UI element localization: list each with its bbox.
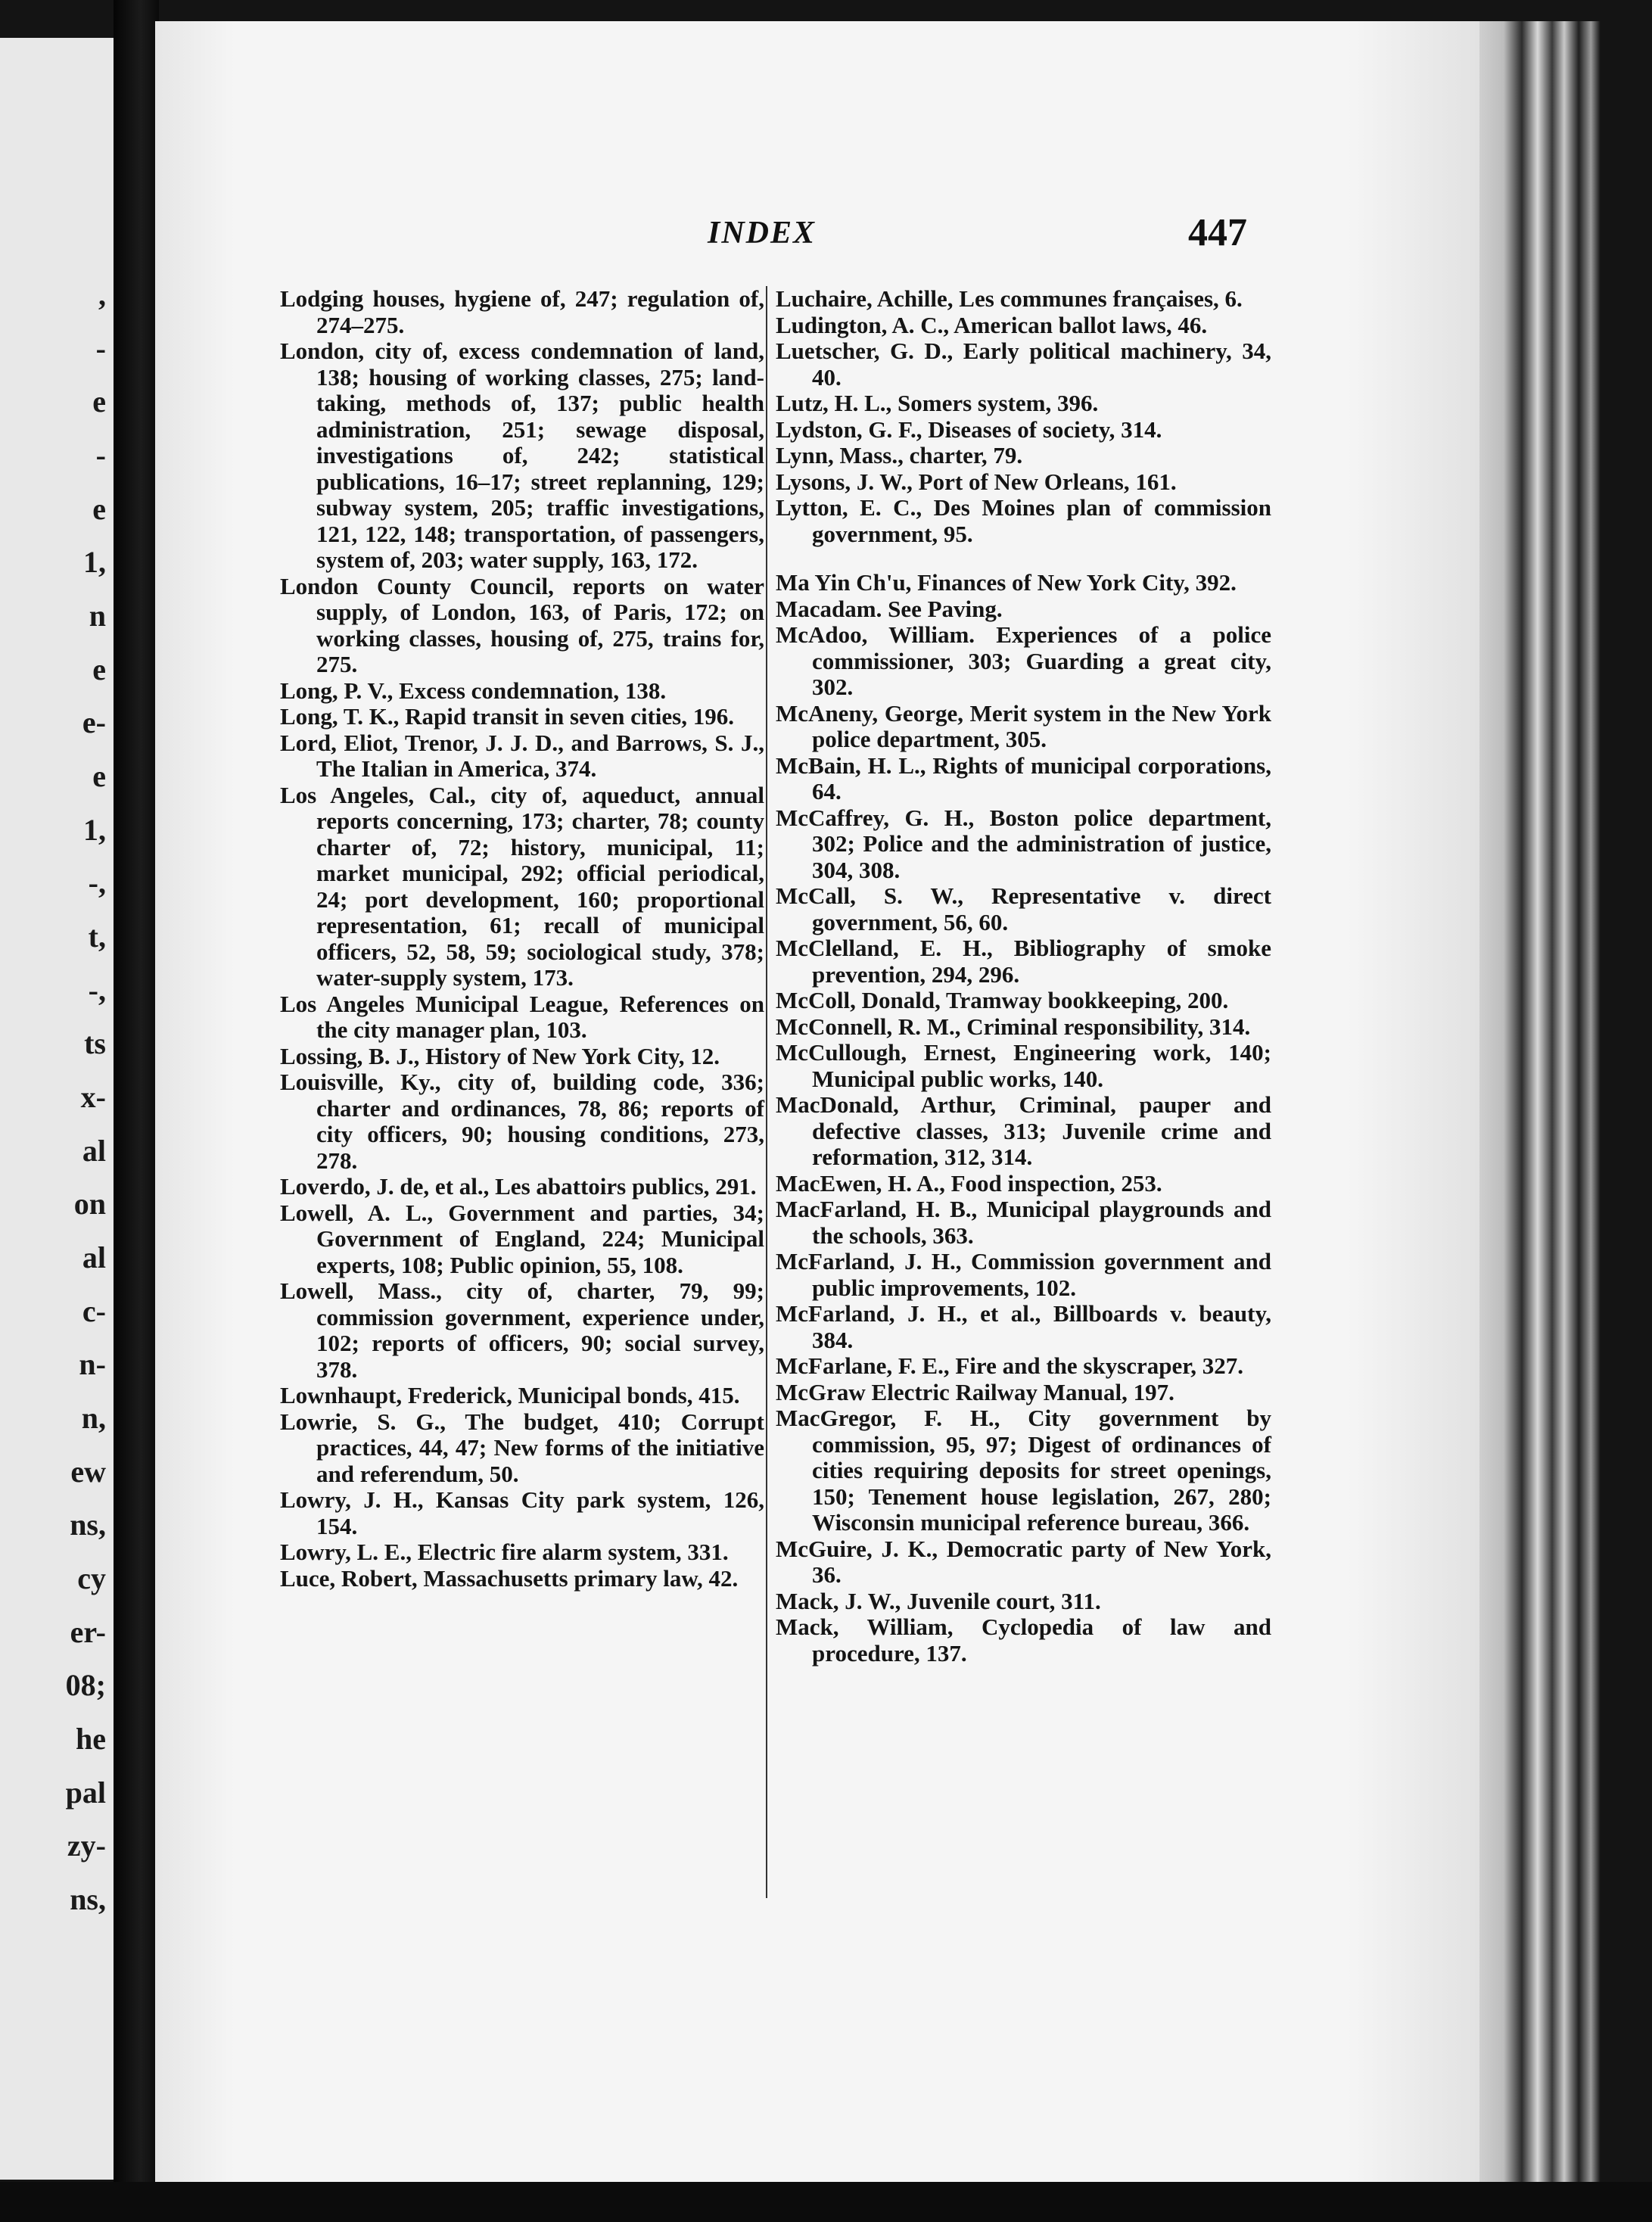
- index-entry: Luce, Robert, Massachusetts primary law, 42.: [280, 1564, 739, 1592]
- index-entry: McGraw Electric Railway Manual, 197.: [776, 1378, 1174, 1405]
- index-entry: MacEwen, H. A., Food inspection, 253.: [776, 1169, 1162, 1197]
- index-entry: Lowry, L. E., Electric fire alarm system, 331.: [280, 1539, 729, 1565]
- index-entry: London County Council, reports on water supply, of London, 163, of Paris, 172; on working classes, housing of, 275, trains for, 275.: [280, 572, 764, 677]
- facing-page-fragment: cy: [77, 1561, 106, 1595]
- index-entry: McColl, Donald, Tramway bookkeeping, 200.: [776, 987, 1229, 1013]
- page-edge-shadow: [1479, 21, 1601, 2182]
- book-gutter: [114, 0, 159, 2222]
- facing-page-fragment: c-: [82, 1293, 106, 1328]
- facing-page-fragment: pal: [65, 1775, 106, 1810]
- page-number: 447: [1188, 211, 1247, 254]
- index-entry: Lowry, J. H., Kansas City park system, 126, 154.: [280, 1486, 764, 1539]
- index-column-left: [280, 286, 764, 1592]
- index-entry: McGuire, J. K., Democratic party of New York, 36.: [776, 1535, 1271, 1588]
- facing-page-fragment: he: [76, 1722, 106, 1756]
- facing-page-fragment: 08;: [65, 1668, 106, 1703]
- facing-page-edge: [0, 38, 118, 2180]
- index-entry: Lydston, G. F., Diseases of society, 314.: [776, 415, 1162, 443]
- facing-page-fragment: on: [73, 1187, 106, 1221]
- index-entry: McClelland, E. H., Bibliography of smoke prevention, 294, 296.: [776, 935, 1271, 988]
- facing-page-fragment: n,: [81, 1401, 106, 1435]
- index-entry: Lysons, J. W., Port of New Orleans, 161.: [776, 468, 1177, 495]
- facing-page-fragment: e: [92, 384, 106, 419]
- index-entry: McFarland, J. H., et al., Billboards v. beauty, 384.: [776, 1300, 1271, 1353]
- facing-page-fragment: x-: [80, 1080, 106, 1114]
- index-entry: Los Angeles, Cal., city of, aqueduct, annual reports concerning, 173; charter, 78; county charter of, 72; history, municipal, 11; market municipal, 292; official periodical, 24; port development, 160; proportional representation, 61; recall of municipal officers, 52, 58, 59; sociological study, 378; water-supply system, 173.: [280, 781, 764, 991]
- index-entry: McFarland, J. H., Commission government and public improvements, 102.: [776, 1248, 1271, 1301]
- index-entry: McCaffrey, G. H., Boston police department, 302; Police and the administration of justice, 304, 308.: [776, 804, 1271, 883]
- index-entry: Long, T. K., Rapid transit in seven cities, 196.: [280, 703, 734, 730]
- index-entry: McCall, S. W., Representative v. direct government, 56, 60.: [776, 882, 1271, 935]
- facing-page-fragment: e-: [82, 705, 106, 740]
- index-entry: Luchaire, Achille, Les communes françaises, 6.: [776, 285, 1243, 312]
- facing-page-fragment: ts: [84, 1026, 106, 1061]
- index-entry: Macadam. See Paving.: [776, 595, 1003, 622]
- facing-page-fragment: n: [89, 599, 106, 633]
- facing-page-fragment: 1,: [83, 812, 106, 847]
- running-head: [155, 210, 1479, 256]
- index-entry: Lowell, Mass., city of, charter, 79, 99; commission government, experience under, 102; reports of officers, 90; social survey, 378.: [280, 1277, 764, 1383]
- facing-page-fragment: ,: [98, 278, 106, 312]
- film-bottom-border: [0, 2182, 1652, 2222]
- facing-page-fragment: e: [92, 652, 106, 686]
- index-entry: Lynn, Mass., charter, 79.: [776, 442, 1023, 468]
- index-column-right: [776, 286, 1271, 1666]
- index-entry: Mack, William, Cyclopedia of law and procedure, 137.: [776, 1614, 1271, 1666]
- facing-page-fragment: al: [82, 1240, 106, 1274]
- index-entry: Loverdo, J. de, et al., Les abattoirs publics, 291.: [280, 1173, 757, 1200]
- index-entry: Los Angeles Municipal League, References on the city manager plan, 103.: [280, 990, 764, 1043]
- index-entry: Luetscher, G. D., Early political machinery, 34, 40.: [776, 338, 1271, 391]
- facing-page-fragment: er-: [70, 1614, 106, 1649]
- index-entry: MacGregor, F. H., City government by commission, 95, 97; Digest of ordinances of cities requiring deposits for street openings, 150; Tenement house legislation, 267, 280; Wisconsin municipal reference bureau, 366.: [776, 1405, 1271, 1536]
- index-entry: Mack, J. W., Juvenile court, 311.: [776, 1587, 1101, 1614]
- facing-page-fragment: 1,: [83, 545, 106, 580]
- index-entry: Lowrie, S. G., The budget, 410; Corrupt practices, 44, 47; New forms of the initiative and referendum, 50.: [280, 1408, 764, 1487]
- facing-page-fragment: e: [92, 759, 106, 793]
- facing-page-fragment: e: [92, 491, 106, 526]
- facing-page-fragment: -: [95, 331, 106, 366]
- index-entry: Lodging houses, hygiene of, 247; regulation of, 274–275.: [280, 285, 764, 338]
- index-entry: Ma Yin Ch'u, Finances of New York City, 392.: [776, 569, 1237, 596]
- index-entry: Lownhaupt, Frederick, Municipal bonds, 415.: [280, 1382, 740, 1408]
- facing-page-fragment: ns,: [70, 1508, 106, 1542]
- facing-page-fragment: -: [95, 438, 106, 472]
- index-entry: Long, P. V., Excess condemnation, 138.: [280, 677, 667, 704]
- index-entry: McAdoo, William. Experiences of a police commissioner, 303; Guarding a great city, 302.: [776, 621, 1271, 700]
- index-entry: MacDonald, Arthur, Criminal, pauper and defective classes, 313; Juvenile crime and reformation, 312, 314.: [776, 1091, 1271, 1170]
- facing-page-fragment: -,: [88, 973, 106, 1007]
- index-entry: Lord, Eliot, Trenor, J. J. D., and Barrows, S. J., The Italian in America, 374.: [280, 729, 764, 782]
- facing-page-fragment: al: [82, 1133, 106, 1168]
- facing-page-fragment: zy-: [67, 1828, 106, 1863]
- index-entry: Lossing, B. J., History of New York City, 12.: [280, 1042, 720, 1069]
- index-entry: McFarlane, F. E., Fire and the skyscraper, 327.: [776, 1352, 1243, 1379]
- index-page: [155, 21, 1479, 2182]
- facing-page-fragment: ns,: [70, 1882, 106, 1916]
- index-entry: Lutz, H. L., Somers system, 396.: [776, 390, 1099, 416]
- facing-page-fragment: -,: [88, 866, 106, 901]
- facing-page-fragment: t,: [88, 920, 106, 954]
- facing-page-fragment: ew: [70, 1454, 106, 1489]
- running-head-title: INDEX: [708, 216, 817, 251]
- index-entry: McAneny, George, Merit system in the New York police department, 305.: [776, 699, 1271, 752]
- index-entry: MacFarland, H. B., Municipal playgrounds and the schools, 363.: [776, 1196, 1271, 1249]
- index-entry: McBain, H. L., Rights of municipal corporations, 64.: [776, 752, 1271, 804]
- index-entry: McCullough, Ernest, Engineering work, 140; Municipal public works, 140.: [776, 1039, 1271, 1092]
- index-entry: Ludington, A. C., American ballot laws, 46.: [776, 311, 1208, 338]
- index-entry: McConnell, R. M., Criminal responsibility, 314.: [776, 1013, 1251, 1040]
- index-entry: Lowell, A. L., Government and parties, 34; Government of England, 224; Municipal experts, 108; Public opinion, 55, 108.: [280, 1199, 764, 1278]
- index-entry: Louisville, Ky., city of, building code, 336; charter and ordinances, 78, 86; reports of city officers, 90; housing conditions, 273, 278.: [280, 1069, 764, 1174]
- index-entry: Lytton, E. C., Des Moines plan of commission government, 95.: [776, 494, 1271, 547]
- facing-page-fragment: n-: [79, 1347, 106, 1382]
- column-divider: [766, 286, 767, 1898]
- index-entry: London, city of, excess condemnation of land, 138; housing of working classes, 275; land-taking, methods of, 137; public health administration, 251; sewage disposal, investigations of, 242; statistical publications, 16–17; street replanning, 129; subway system, 205; traffic investigations, 121, 122, 148; transportation, of passengers, system of, 203; water supply, 163, 172.: [280, 338, 764, 573]
